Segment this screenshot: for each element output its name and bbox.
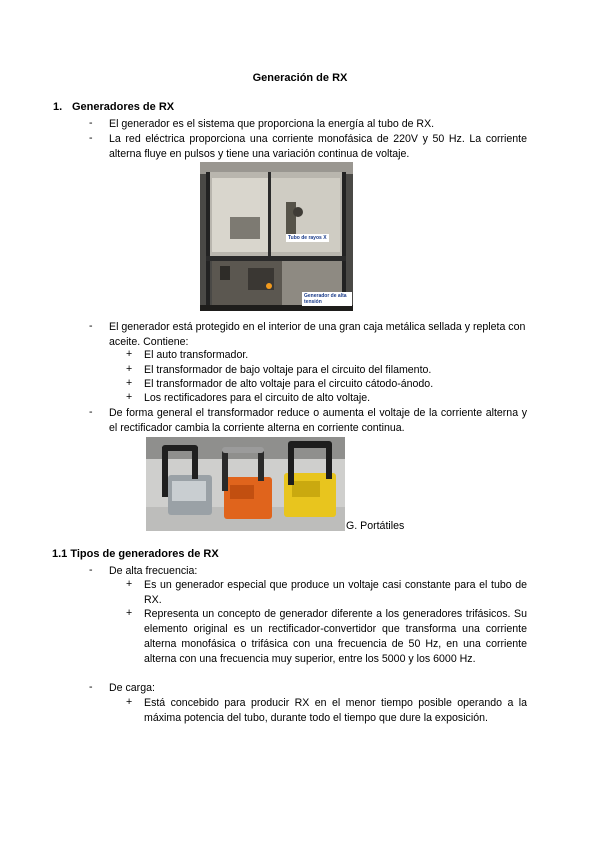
figure-caption: G. Portátiles	[346, 520, 405, 532]
list-item: El generador es el sistema que proporciona la energía al tubo de RX.	[109, 118, 435, 130]
list-item: El auto transformador.	[144, 349, 249, 361]
list-item: Los rectificadores para el circuito de alto voltaje.	[144, 392, 371, 404]
list-item: Es un generador especial que produce un voltaje casi constante para el tubo de RX.	[144, 579, 527, 606]
dash-bullet-icon: -	[89, 406, 93, 418]
tube-label: Tubo de rayos X	[288, 235, 327, 241]
section-heading-text: Generadores de RX	[72, 101, 175, 113]
plus-bullet-icon: +	[126, 363, 133, 375]
plus-bullet-icon: +	[126, 578, 133, 590]
subsection-heading: 1.1 Tipos de generadores de RX	[52, 548, 219, 560]
list-item: La red eléctrica proporciona una corriente monofásica de 220V y 50 Hz. La corriente alterna fluye en pulsos y tiene una variación continua de voltaje.	[109, 133, 527, 160]
plus-bullet-icon: +	[126, 348, 133, 360]
portable-generators-photo	[146, 437, 345, 531]
list-item: Está concebido para producir RX en el menor tiempo posible operando a la máxima potencia del tubo, durante todo el tiempo que dure la exposición.	[144, 697, 527, 724]
list-item: De forma general el transformador reduce o aumenta el voltaje de la corriente alterna y el rectificador cambia la corriente alterna en corriente continua.	[109, 407, 527, 434]
section-number: 1.	[53, 101, 63, 113]
list-item: El transformador de bajo voltaje para el circuito del filamento.	[144, 364, 432, 376]
dash-bullet-icon: -	[89, 117, 93, 129]
plus-bullet-icon: +	[126, 391, 133, 403]
dash-bullet-icon: -	[89, 132, 93, 144]
list-item: De carga:	[109, 682, 155, 694]
dash-bullet-icon: -	[89, 681, 93, 693]
plus-bullet-icon: +	[126, 607, 133, 619]
generator-label: Generador de alta tensión	[302, 292, 352, 306]
list-item: El transformador de alto voltaje para el circuito cátodo-ánodo.	[144, 378, 434, 390]
list-item: El generador está protegido en el interior de una gran caja metálica sellada y repleta con aceite. Contiene:	[109, 321, 526, 348]
dash-bullet-icon: -	[89, 564, 93, 576]
plus-bullet-icon: +	[126, 696, 133, 708]
generator-cabinet-photo	[200, 162, 353, 311]
section-heading-generadores	[53, 101, 174, 113]
plus-bullet-icon: +	[126, 377, 133, 389]
list-item: Representa un concepto de generador diferente a los generadores trifásicos. Su elemento original es un rectificador-convertidor que transforma una corriente alterna monofásica o trifásica con una frecuencia de 50 Hz, en una corriente alterna con una frecuencia muy superior, entre los 5000 y los 6000 Hz.	[144, 608, 527, 665]
dash-bullet-icon: -	[89, 320, 93, 332]
list-item: De alta frecuencia:	[109, 565, 198, 577]
page-title: Generación de RX	[252, 72, 348, 84]
